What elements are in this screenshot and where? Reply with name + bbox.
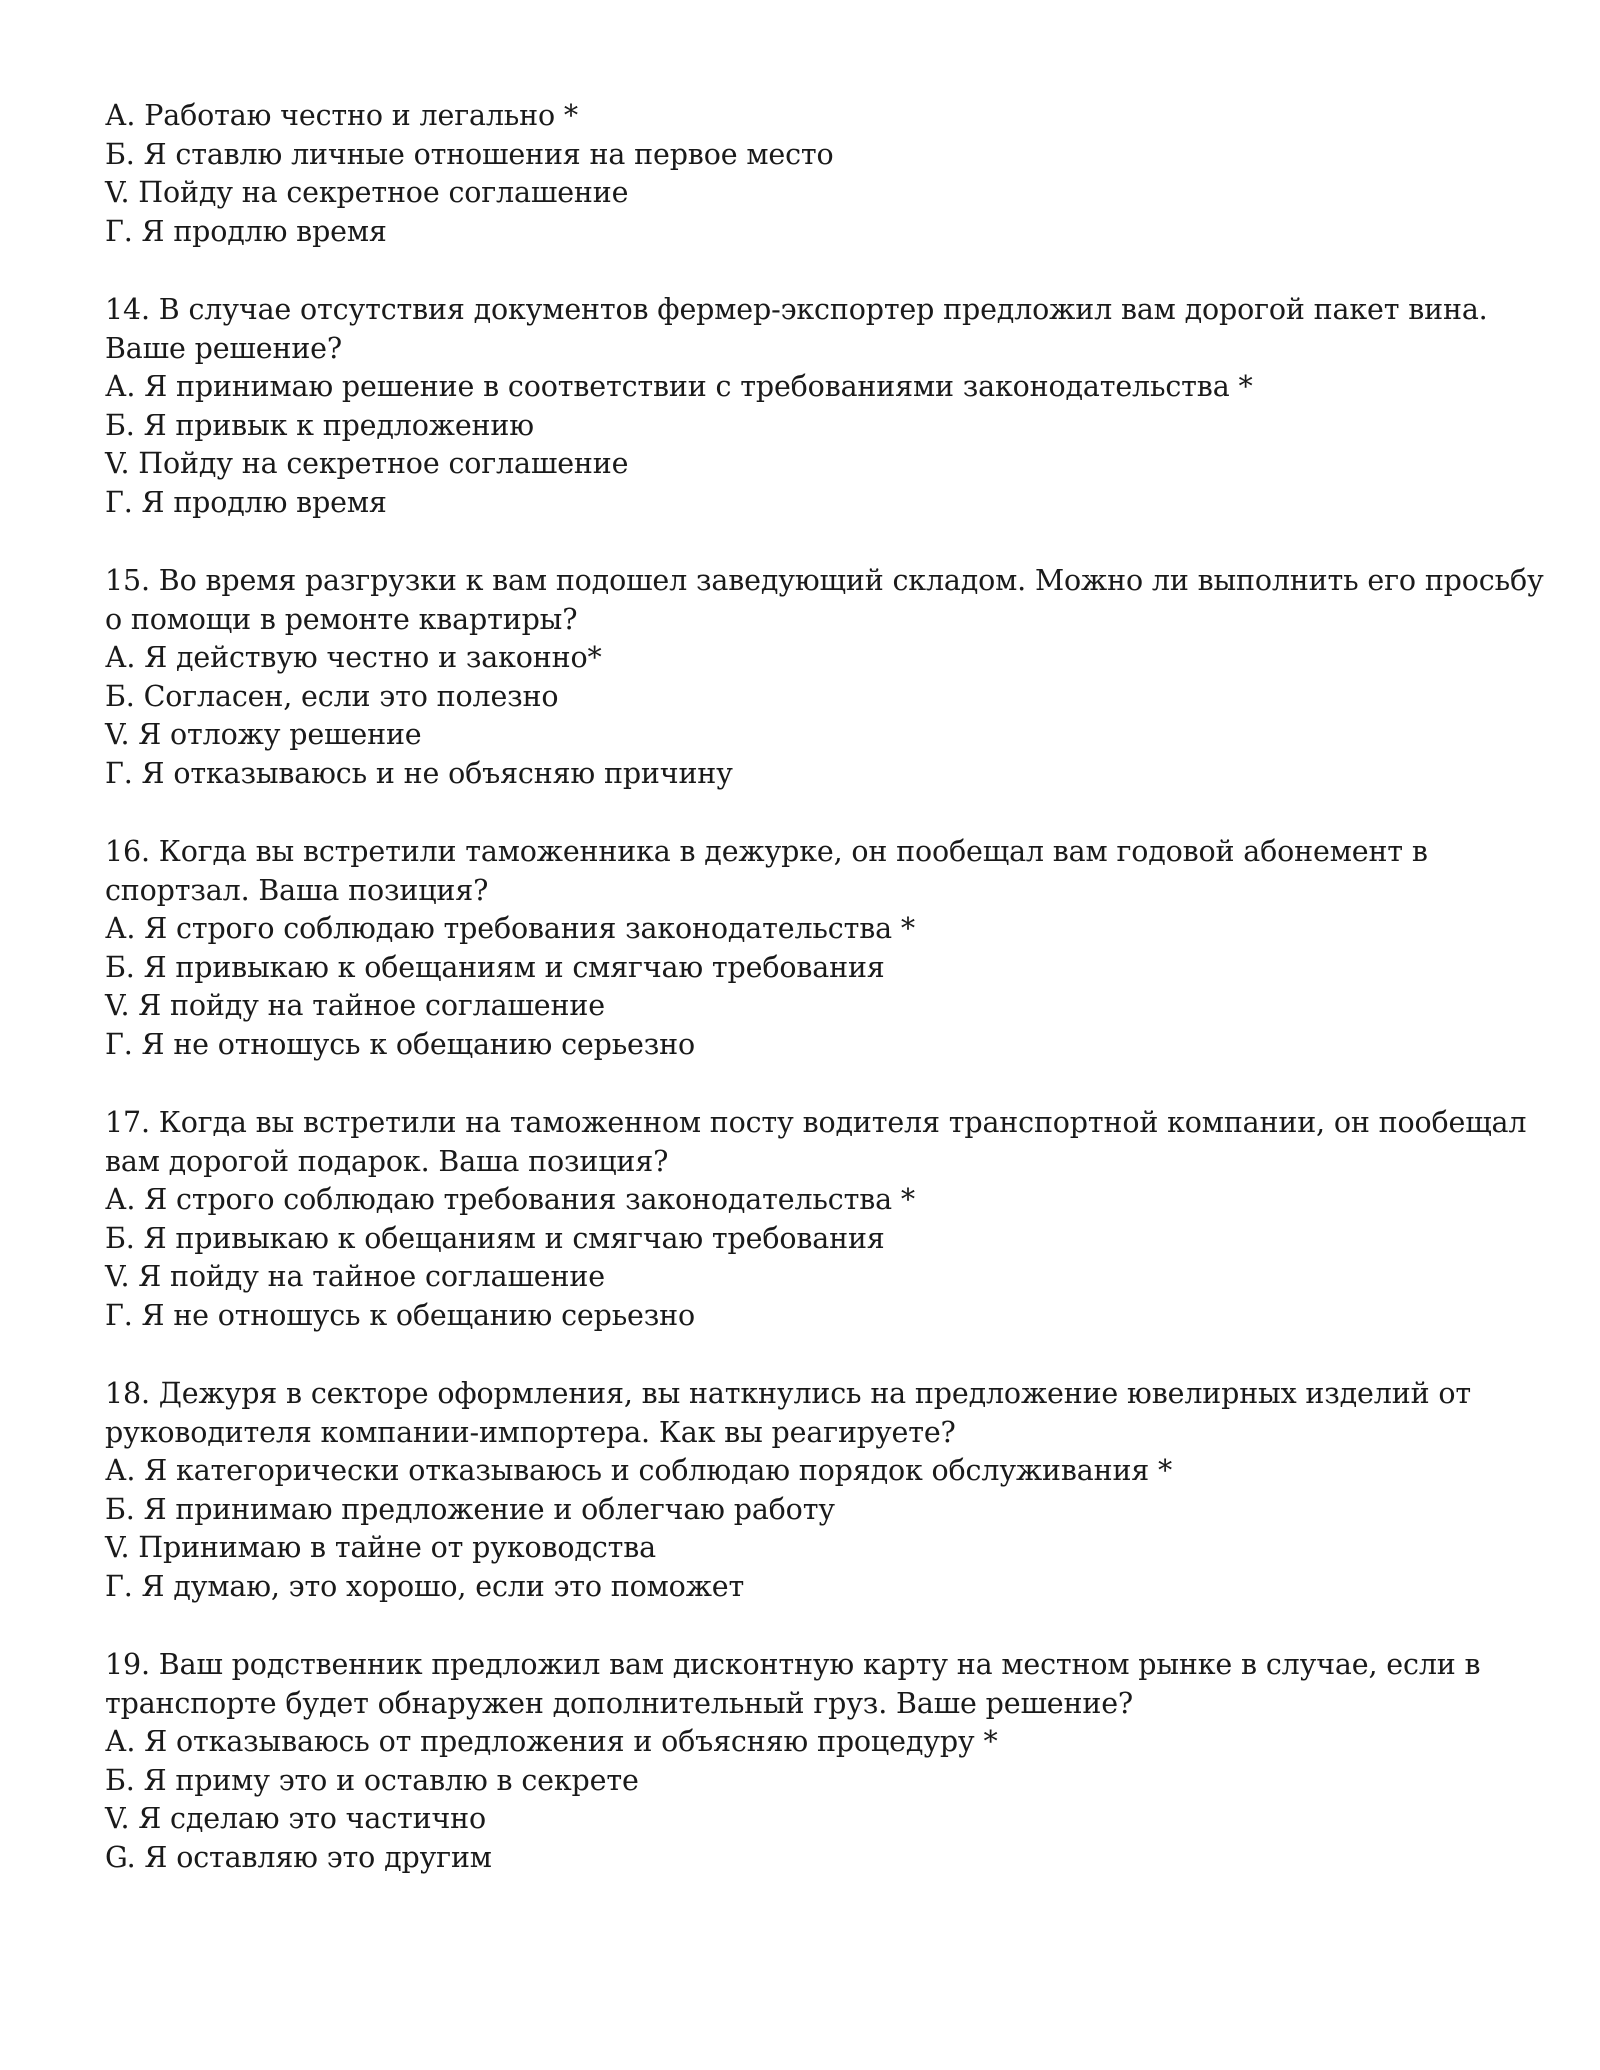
answer-option-b: Б. Я привыкаю к обещаниям и смягчаю требования <box>105 1221 885 1255</box>
answer-option-g: Г. Я думаю, это хорошо, если это поможет <box>105 1569 745 1603</box>
answer-option-b: Б. Я принимаю предложение и облегчаю работу <box>105 1492 835 1526</box>
answer-option-b: Б. Я ставлю личные отношения на первое место <box>105 137 834 171</box>
answer-block-top <box>105 97 1505 251</box>
answer-option-v: V. Я пойду на тайное соглашение <box>105 989 605 1022</box>
answer-option-a: А. Я принимаю решение в соответствии с требованиями законодательства * <box>105 370 1253 403</box>
question-text: 18. Дежуря в секторе оформления, вы наткнулись на предложение ювелирных изделий от <box>105 1377 1471 1410</box>
question-15 <box>105 562 1544 793</box>
answer-option-g: Г. Я не отношусь к обещанию серьезно <box>105 1298 696 1332</box>
answer-option-g: Г. Я не отношусь к обещанию серьезно <box>105 1027 696 1061</box>
question-text: Ваше решение? <box>105 331 343 365</box>
answer-option-v: V. Принимаю в тайне от руководства <box>105 1531 656 1564</box>
question-17 <box>105 1104 1527 1335</box>
answer-option-v: V. Я отложу решение <box>105 718 422 751</box>
question-text: транспорте будет обнаружен дополнительный груз. Ваше решение? <box>105 1686 1134 1720</box>
answer-option-v: V. Пойду на секретное соглашение <box>105 447 629 480</box>
answer-option-a: А. Я строго соблюдаю требования законодательства * <box>105 912 915 945</box>
answer-option-v: V. Я сделаю это частично <box>105 1802 487 1835</box>
question-text: 17. Когда вы встретили на таможенном посту водителя транспортной компании, он пообещал <box>105 1106 1527 1139</box>
answer-option-b: Б. Согласен, если это полезно <box>105 679 559 713</box>
question-text: спортзал. Ваша позиция? <box>105 873 489 907</box>
question-text: 14. В случае отсутствия документов фермер-экспортер предложил вам дорогой пакет вина. <box>105 293 1488 326</box>
answer-option-g: G. Я оставляю это другим <box>105 1840 492 1874</box>
answer-option-v: V. Я пойду на тайное соглашение <box>105 1260 605 1293</box>
question-text: 16. Когда вы встретили таможенника в дежурке, он пообещал вам годовой абонемент в <box>105 835 1428 868</box>
answer-option-a: А. Я отказываюсь от предложения и объясняю процедуру * <box>105 1725 998 1758</box>
answer-option-b: Б. Я привык к предложению <box>105 408 534 442</box>
question-text: руководителя компании-импортера. Как вы реагируете? <box>105 1415 956 1449</box>
answer-option-g: Г. Я продлю время <box>105 214 387 248</box>
question-14 <box>105 291 1505 522</box>
question-text: о помощи в ремонте квартиры? <box>105 602 578 636</box>
question-19 <box>105 1646 1505 1877</box>
answer-option-g: Г. Я отказываюсь и не объясняю причину <box>105 756 733 790</box>
answer-option-a: А. Я строго соблюдаю требования законодательства * <box>105 1183 915 1216</box>
question-16 <box>105 833 1505 1064</box>
answer-option-b: Б. Я привыкаю к обещаниям и смягчаю требования <box>105 950 885 984</box>
answer-option-g: Г. Я продлю время <box>105 485 387 519</box>
question-text: 15. Во время разгрузки к вам подошел заведующий складом. Можно ли выполнить его просьбу <box>105 564 1544 597</box>
answer-option-b: Б. Я приму это и оставлю в секрете <box>105 1763 639 1797</box>
document-page <box>105 97 1544 1877</box>
question-text: 19. Ваш родственник предложил вам дисконтную карту на местном рынке в случае, если в <box>105 1648 1481 1681</box>
answer-option-v: V. Пойду на секретное соглашение <box>105 176 629 209</box>
answer-option-a: А. Я действую честно и законно* <box>105 641 602 674</box>
answer-option-a: А. Работаю честно и легально * <box>105 99 579 132</box>
question-text: вам дорогой подарок. Ваша позиция? <box>105 1144 669 1178</box>
answer-option-a: А. Я категорически отказываюсь и соблюдаю порядок обслуживания * <box>105 1454 1173 1487</box>
question-18 <box>105 1375 1505 1606</box>
